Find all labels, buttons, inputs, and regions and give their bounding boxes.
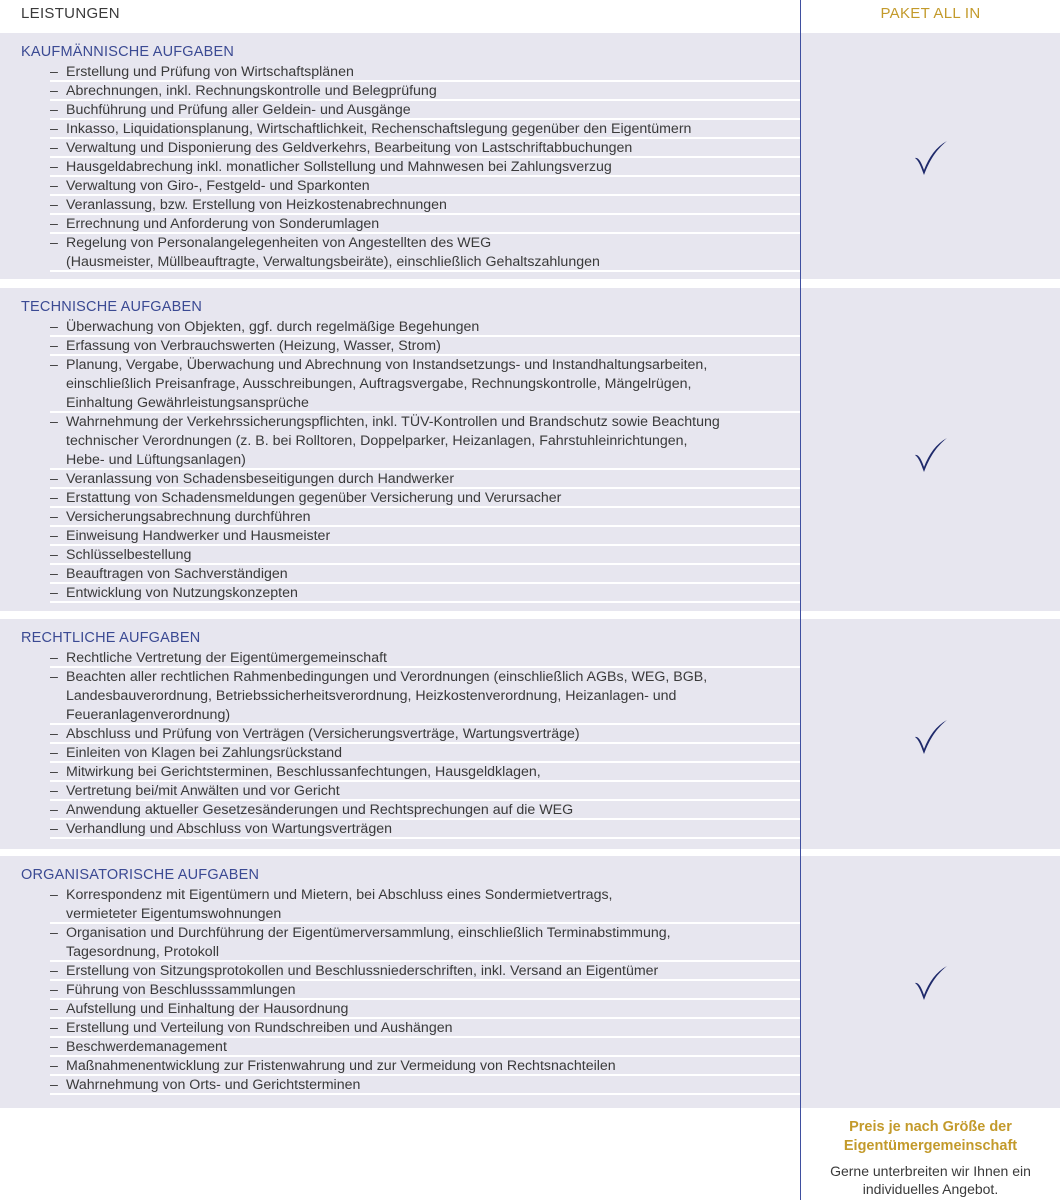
list-item — [50, 924, 800, 962]
list-item-text: Inkasso, Liquidationsplanung, Wirtschaftlichkeit, Rechenschaftslegung gegenüber den Eigentümern — [66, 121, 692, 137]
service-list — [50, 649, 800, 839]
list-item-text: Erstellung und Verteilung von Rundschreiben und Aushängen — [66, 1020, 453, 1036]
list-item — [50, 886, 800, 924]
section-2 — [0, 619, 1060, 849]
list-item — [50, 1000, 800, 1019]
list-item-text: Versicherungsabrechnung durchführen — [66, 509, 311, 525]
dash-bullet-icon: – — [50, 197, 58, 213]
list-item-text: Einleiten von Klagen bei Zahlungsrückstand — [66, 745, 343, 761]
section-1 — [0, 288, 1060, 611]
list-item — [50, 546, 800, 565]
list-item-text: Planung, Vergabe, Überwachung und Abrechnung von Instandsetzungs- und Instandhaltungsarbeiten, einschließlich Preisanfrage, Ausschreibungen, Auftragsvergabe, Rechnungskontrolle, Mängelrügen, Einhaltung Gewährleistungsansprüche — [66, 357, 708, 411]
offer-line-2: individuelles Angebot. — [862, 1181, 999, 1197]
dash-bullet-icon: – — [50, 178, 58, 194]
list-item-text: Wahrnehmung der Verkehrssicherungspflichten, inkl. TÜV-Kontrollen und Brandschutz sowie Beachtung technischer Verordnungen (z. B. bei Rolltoren, Doppelparker, Heizanlagen, Fahrstuhleinrichtungen, Hebe- und Lüftungsanlagen) — [66, 414, 720, 468]
list-item-text: Verwaltung und Disponierung des Geldverkehrs, Bearbeitung von Lastschriftabbuchungen — [66, 140, 633, 156]
list-item — [50, 801, 800, 820]
list-item — [50, 725, 800, 744]
list-item — [50, 782, 800, 801]
list-item — [50, 82, 800, 101]
list-item-text: Beauftragen von Sachverständigen — [66, 566, 288, 582]
dash-bullet-icon: – — [50, 528, 58, 544]
column-header-services: LEISTUNGEN — [21, 5, 120, 22]
dash-bullet-icon: – — [50, 1020, 58, 1036]
service-list — [50, 886, 800, 1095]
list-item-text: Verwaltung von Giro-, Festgeld- und Sparkonten — [66, 178, 370, 194]
list-item-text: Anwendung aktueller Gesetzesänderungen und Rechtsprechungen auf die WEG — [66, 802, 574, 818]
section-0 — [0, 33, 1060, 279]
dash-bullet-icon: – — [50, 1039, 58, 1055]
list-item — [50, 584, 800, 603]
list-item-text: Vertretung bei/mit Anwälten und vor Gericht — [66, 783, 340, 799]
dash-bullet-icon: – — [50, 338, 58, 354]
price-line-2: Eigentümergemeinschaft — [843, 1138, 1018, 1154]
dash-bullet-icon: – — [50, 471, 58, 487]
list-item — [50, 489, 800, 508]
list-item — [50, 337, 800, 356]
list-item-text: Wahrnehmung von Orts- und Gerichtsterminen — [66, 1077, 361, 1093]
list-item-text: Entwicklung von Nutzungskonzepten — [66, 585, 298, 601]
dash-bullet-icon: – — [50, 547, 58, 563]
checkmark-icon — [910, 962, 950, 1002]
service-list — [50, 318, 800, 603]
dash-bullet-icon: – — [50, 887, 58, 903]
list-item-text: Aufstellung und Einhaltung der Hausordnung — [66, 1001, 349, 1017]
offer-note — [801, 1162, 1060, 1198]
list-item-text: Abrechnungen, inkl. Rechnungskontrolle und Belegprüfung — [66, 83, 437, 99]
checkmark-icon — [910, 137, 950, 177]
section-3 — [0, 856, 1060, 1108]
list-item-text: Einweisung Handwerker und Hausmeister — [66, 528, 331, 544]
dash-bullet-icon: – — [50, 726, 58, 742]
price-line-1: Preis je nach Größe der — [849, 1119, 1012, 1135]
service-list — [50, 63, 800, 272]
list-item-text: Schlüsselbestellung — [66, 547, 192, 563]
dash-bullet-icon: – — [50, 64, 58, 80]
dash-bullet-icon: – — [50, 357, 58, 373]
dash-bullet-icon: – — [50, 414, 58, 430]
list-item — [50, 649, 800, 668]
dash-bullet-icon: – — [50, 650, 58, 666]
dash-bullet-icon: – — [50, 1058, 58, 1074]
dash-bullet-icon: – — [50, 102, 58, 118]
dash-bullet-icon: – — [50, 745, 58, 761]
list-item — [50, 1019, 800, 1038]
price-note — [801, 1118, 1060, 1156]
list-item-text: Erstellung von Sitzungsprotokollen und Beschlussniederschriften, inkl. Versand an Eigentümer — [66, 963, 659, 979]
checkmark-icon — [910, 434, 950, 474]
checkmark-icon — [910, 716, 950, 756]
list-item-text: Veranlassung, bzw. Erstellung von Heizkostenabrechnungen — [66, 197, 447, 213]
column-divider — [800, 0, 801, 1200]
dash-bullet-icon: – — [50, 83, 58, 99]
list-item — [50, 1057, 800, 1076]
list-item — [50, 215, 800, 234]
list-item-text: Errechnung und Anforderung von Sonderumlagen — [66, 216, 380, 232]
list-item-text: Überwachung von Objekten, ggf. durch regelmäßige Begehungen — [66, 319, 480, 335]
list-item-text: Korrespondenz mit Eigentümern und Mietern, bei Abschluss eines Sondermietvertrags, vermieteter Eigentumswohnungen — [66, 887, 613, 922]
dash-bullet-icon: – — [50, 566, 58, 582]
list-item-text: Beschwerdemanagement — [66, 1039, 227, 1055]
dash-bullet-icon: – — [50, 235, 58, 251]
dash-bullet-icon: – — [50, 783, 58, 799]
dash-bullet-icon: – — [50, 669, 58, 685]
dash-bullet-icon: – — [50, 509, 58, 525]
list-item — [50, 763, 800, 782]
list-item — [50, 318, 800, 337]
section-title: KAUFMÄNNISCHE AUFGABEN — [21, 44, 235, 60]
list-item — [50, 820, 800, 839]
list-item-text: Erstattung von Schadensmeldungen gegenüber Versicherung und Verursacher — [66, 490, 562, 506]
list-item — [50, 356, 800, 413]
list-item-text: Mitwirkung bei Gerichtsterminen, Beschlussanfechtungen, Hausgeldklagen, — [66, 764, 541, 780]
table-header — [0, 0, 1060, 30]
dash-bullet-icon: – — [50, 764, 58, 780]
list-item — [50, 1076, 800, 1095]
dash-bullet-icon: – — [50, 982, 58, 998]
list-item-text: Buchführung und Prüfung aller Geldein- und Ausgänge — [66, 102, 411, 118]
list-item — [50, 158, 800, 177]
list-item — [50, 508, 800, 527]
section-title: TECHNISCHE AUFGABEN — [21, 299, 203, 315]
list-item — [50, 101, 800, 120]
list-item-text: Erstellung und Prüfung von Wirtschaftsplänen — [66, 64, 354, 80]
section-title: RECHTLICHE AUFGABEN — [21, 630, 201, 646]
list-item-text: Erfassung von Verbrauchswerten (Heizung, Wasser, Strom) — [66, 338, 441, 354]
list-item-text: Maßnahmenentwicklung zur Fristenwahrung und zur Vermeidung von Rechtsnachteilen — [66, 1058, 616, 1074]
list-item-text: Verhandlung und Abschluss von Wartungsverträgen — [66, 821, 392, 837]
list-item — [50, 139, 800, 158]
dash-bullet-icon: – — [50, 159, 58, 175]
dash-bullet-icon: – — [50, 140, 58, 156]
list-item — [50, 470, 800, 489]
list-item — [50, 527, 800, 546]
list-item — [50, 744, 800, 763]
list-item-text: Beachten aller rechtlichen Rahmenbedingungen und Verordnungen (einschließlich AGBs, WEG, BGB, Landesbauverordnung, Betriebssicherheitsverordnung, Heizkostenverordnung, Heizanlagen- und Feueranlagenverordnung) — [66, 669, 708, 723]
dash-bullet-icon: – — [50, 821, 58, 837]
list-item — [50, 565, 800, 584]
list-item — [50, 196, 800, 215]
dash-bullet-icon: – — [50, 963, 58, 979]
list-item — [50, 120, 800, 139]
list-item-text: Führung von Beschlusssammlungen — [66, 982, 296, 998]
list-item — [50, 413, 800, 470]
list-item-text: Hausgeldabrechung inkl. monatlicher Sollstellung und Mahnwesen bei Zahlungsverzug — [66, 159, 612, 175]
list-item — [50, 177, 800, 196]
offer-line-1: Gerne unterbreiten wir Ihnen ein — [830, 1163, 1031, 1179]
dash-bullet-icon: – — [50, 802, 58, 818]
dash-bullet-icon: – — [50, 319, 58, 335]
list-item-text: Organisation und Durchführung der Eigentümerversammlung, einschließlich Terminabstimmung, Tagesordnung, Protokoll — [66, 925, 671, 960]
dash-bullet-icon: – — [50, 216, 58, 232]
column-header-package: PAKET ALL IN — [880, 5, 981, 22]
list-item — [50, 981, 800, 1000]
dash-bullet-icon: – — [50, 585, 58, 601]
list-item-text: Veranlassung von Schadensbeseitigungen durch Handwerker — [66, 471, 455, 487]
list-item-text: Regelung von Personalangelegenheiten von Angestellten des WEG (Hausmeister, Müllbeauftragte, Verwaltungsbeiräte), einschließlich Gehaltszahlungen — [66, 235, 600, 270]
dash-bullet-icon: – — [50, 1001, 58, 1017]
list-item-text: Abschluss und Prüfung von Verträgen (Versicherungsverträge, Wartungsverträge) — [66, 726, 580, 742]
dash-bullet-icon: – — [50, 121, 58, 137]
list-item-text: Rechtliche Vertretung der Eigentümergemeinschaft — [66, 650, 387, 666]
list-item — [50, 668, 800, 725]
list-item — [50, 1038, 800, 1057]
dash-bullet-icon: – — [50, 490, 58, 506]
dash-bullet-icon: – — [50, 925, 58, 941]
section-title: ORGANISATORISCHE AUFGABEN — [21, 867, 260, 883]
list-item — [50, 962, 800, 981]
list-item — [50, 234, 800, 272]
dash-bullet-icon: – — [50, 1077, 58, 1093]
list-item — [50, 63, 800, 82]
